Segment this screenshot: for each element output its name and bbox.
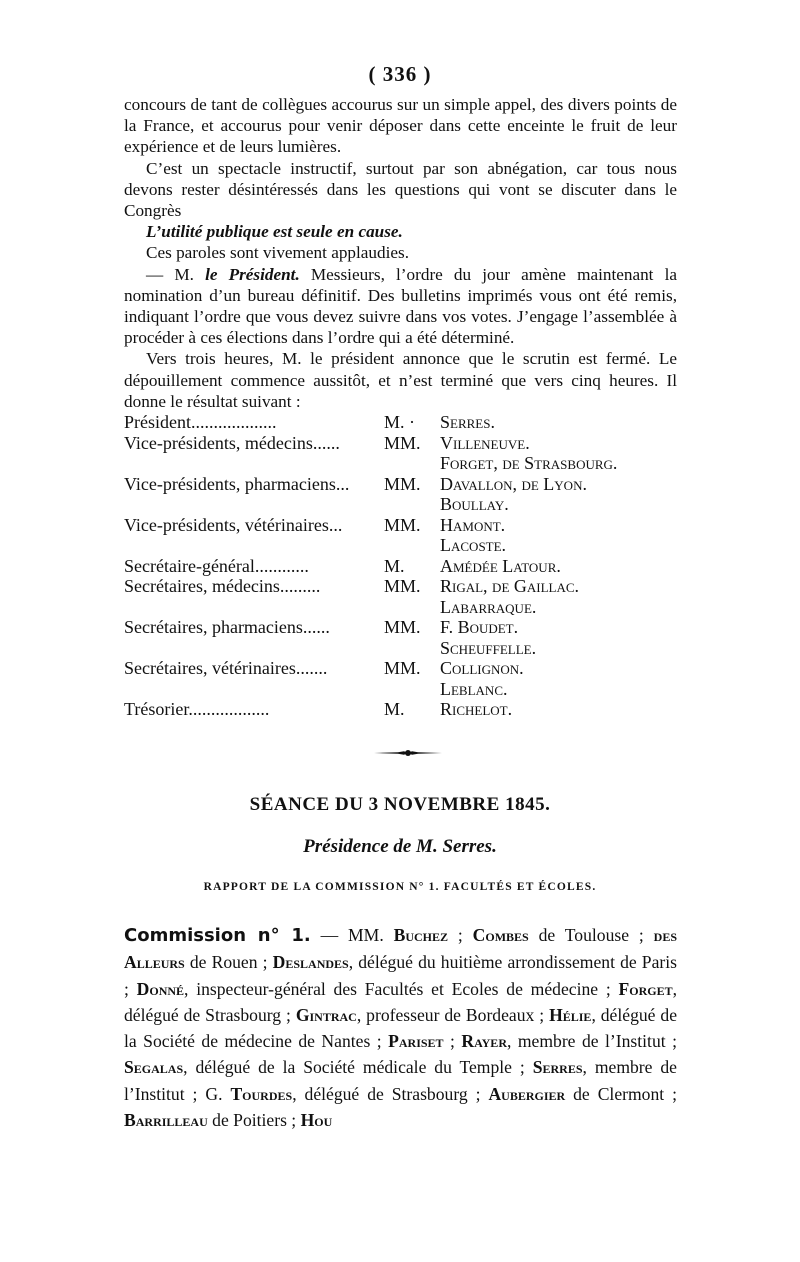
commission-paragraph	[124, 922, 677, 1133]
commission-text: , membre de l’Institut ;	[506, 1031, 677, 1052]
commission-text: de Clermont ;	[565, 1083, 677, 1104]
member-name: Pariset	[388, 1031, 444, 1052]
bureau-role: Secrétaires, pharmaciens......	[124, 617, 330, 637]
commission-text: de Rouen ;	[184, 952, 273, 973]
bureau-row	[124, 617, 684, 638]
bureau-row	[124, 576, 684, 597]
bureau-row	[124, 699, 684, 720]
bureau-row	[124, 638, 684, 659]
commission-text: , professeur de Bordeaux ;	[356, 1004, 550, 1025]
member-name: Rayer	[461, 1031, 507, 1052]
bureau-row	[124, 556, 684, 577]
speaker-prefix: — M.	[146, 264, 206, 284]
member-name: Gintrac	[295, 1004, 357, 1025]
bureau-row	[124, 474, 684, 495]
member-name: Hélie	[549, 1004, 592, 1025]
bureau-person: Villeneuve.	[440, 432, 530, 453]
member-name: Tourdes	[230, 1083, 293, 1104]
bureau-role: Vice-présidents, médecins......	[124, 432, 340, 453]
bureau-person: Collignon.	[440, 658, 524, 678]
bureau-title: MM.	[384, 658, 421, 678]
member-name: Forget	[618, 978, 673, 999]
bureau-role: Trésorier..................	[124, 699, 270, 719]
rapport-heading: RAPPORT DE LA COMMISSION N° 1. FACULTÉS ET ÉCOLES.	[203, 881, 597, 893]
member-name: Serres	[532, 1057, 583, 1078]
bureau-person: Davallon, de Lyon.	[440, 473, 587, 494]
paragraph: C’est un spectacle instructif, surtout par son abnégation, car tous nous devons rester désintéressés dans les questions qui vont se discuter dans le Congrès	[124, 158, 677, 221]
commission-text: ;	[443, 1031, 462, 1052]
bureau-role: Vice-présidents, pharmaciens...	[124, 473, 350, 494]
commission-text: , inspecteur-général des Facultés et Ecoles de médecine ;	[184, 978, 619, 999]
presidence-heading: Présidence de M. Serres.	[303, 836, 497, 857]
bureau-title: M.	[384, 699, 405, 719]
ornament-divider	[372, 746, 444, 760]
bureau-person: Rigal, de Gaillac.	[440, 576, 580, 596]
paragraph: Ces paroles sont vivement applaudies.	[146, 243, 410, 263]
paragraph-italic: L’utilité publique est seule en cause.	[146, 222, 403, 242]
bureau-person: Richelot.	[440, 699, 513, 719]
bureau-list	[124, 412, 684, 720]
member-name: Aubergier	[488, 1083, 566, 1104]
opening-text	[124, 94, 677, 412]
bureau-title: M.	[384, 555, 405, 576]
bureau-person: Boullay.	[440, 494, 509, 514]
bureau-role: Secrétaires, vétérinaires.......	[124, 658, 328, 678]
commission-text: de Poitiers ;	[207, 1110, 301, 1131]
bureau-row	[124, 658, 684, 679]
bureau-row	[124, 494, 684, 515]
bureau-role: Président...................	[124, 412, 277, 432]
commission-text: , délégué de la Société de médecine de Nantes ;	[124, 1004, 677, 1052]
bureau-role: Secrétaire-général............	[124, 555, 309, 576]
bureau-row	[124, 597, 684, 618]
bureau-role: Vice-présidents, vétérinaires...	[124, 514, 343, 535]
bureau-person: Labarraque.	[440, 596, 537, 617]
page-number: ( 336 )	[368, 62, 432, 86]
commission-text: , délégué de Strasbourg ;	[124, 978, 677, 1025]
bureau-role: Secrétaires, médecins.........	[124, 576, 321, 596]
commission-text: , délégué du huitième arrondissement de Paris ;	[124, 952, 677, 999]
speaker-text: Messieurs, l’ordre du jour amène maintenant la	[299, 264, 677, 284]
member-name: Deslandes	[272, 952, 349, 973]
commission-text: — MM.	[310, 925, 394, 945]
bureau-title: MM.	[384, 432, 421, 453]
seance-heading: SÉANCE DU 3 NOVEMBRE 1845.	[249, 794, 551, 815]
member-name: Buchez	[393, 925, 449, 945]
speaker-text-continued: nomination d’un bureau définitif. Des bulletins imprimés vous ont été remis, indiquant l’ordre que vous devez suivre dans vos votes. J’engage l’assemblée à procéder à ces élections dans l’ordre qui a été déterminé.	[124, 285, 677, 348]
commission-text: de Toulouse ;	[528, 925, 654, 945]
member-name: Hou	[300, 1110, 333, 1131]
bureau-row	[124, 515, 684, 536]
bureau-person: Forget, de Strasbourg.	[440, 453, 618, 473]
bureau-person: Leblanc.	[440, 678, 508, 699]
bureau-title: MM.	[384, 514, 421, 535]
bureau-title: MM.	[384, 576, 421, 596]
member-name: Segalas	[124, 1057, 184, 1078]
bureau-title: MM.	[384, 617, 421, 637]
bureau-person: Hamont.	[440, 514, 506, 535]
paragraph: concours de tant de collègues accourus sur un simple appel, des divers points de la France, et accourus pour venir déposer dans cette enceinte le fruit de leur expérience et de leurs lumières.	[124, 95, 677, 157]
bureau-person: F. Boudet.	[440, 617, 519, 637]
bureau-person: Amédée Latour.	[440, 555, 561, 576]
member-name: Donné	[136, 978, 185, 999]
commission-lead: Commission n° 1.	[124, 925, 311, 946]
member-name: Barrilleau	[124, 1110, 208, 1131]
commission-text: ;	[448, 925, 473, 945]
commission-text: , délégué de la Société médicale du Temple ;	[183, 1057, 533, 1078]
bureau-title: MM.	[384, 473, 421, 494]
bureau-row	[124, 433, 684, 454]
speaker-paragraph	[124, 264, 677, 349]
bureau-person: Scheuffelle.	[440, 637, 537, 658]
bureau-person: Lacoste.	[440, 535, 507, 555]
paragraph: Vers trois heures, M. le président annonce que le scrutin est fermé. Le dépouillement commence aussitôt, et n’est terminé que vers cinq heures. Il donne le résultat suivant :	[124, 349, 677, 411]
commission-text: , délégué de Strasbourg ;	[292, 1083, 489, 1104]
bureau-row	[124, 453, 684, 474]
bureau-person: Serres.	[440, 412, 495, 432]
commission-text: , membre de l’Institut ; G.	[124, 1057, 677, 1104]
bureau-title: M. ·	[384, 412, 415, 432]
member-name: des Alleurs	[124, 925, 677, 973]
member-name: Combes	[472, 925, 529, 945]
bureau-row	[124, 679, 684, 700]
bureau-row	[124, 535, 684, 556]
bureau-row	[124, 412, 684, 433]
speaker-name: le Président.	[205, 264, 300, 284]
